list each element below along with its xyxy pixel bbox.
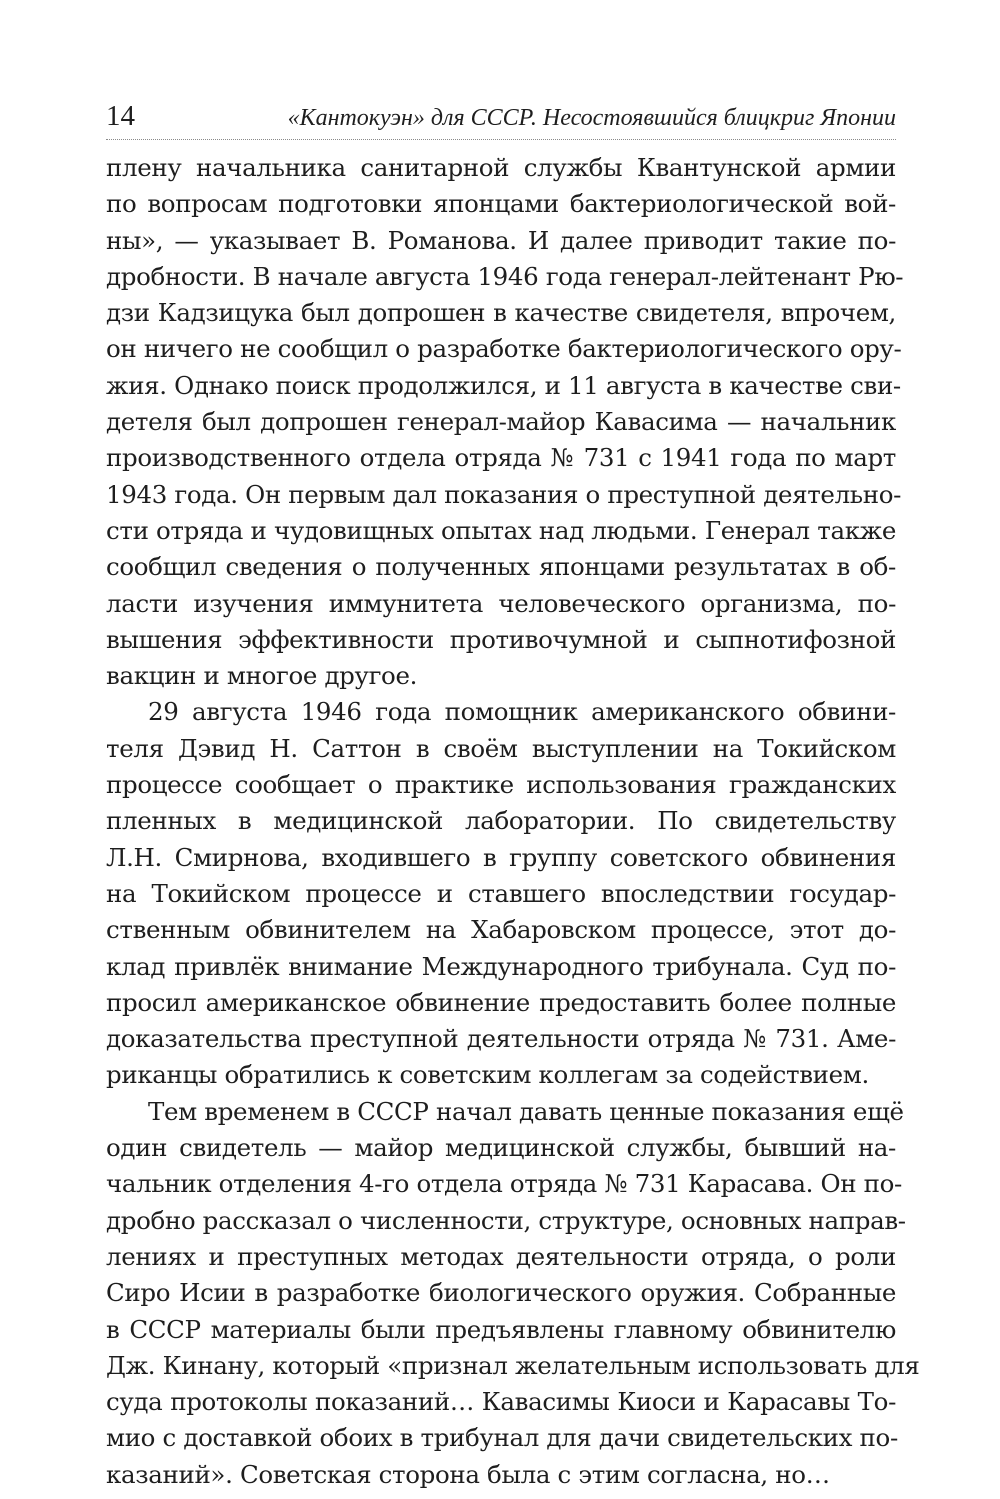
text-line: производственного отдела отряда № 731 с 1941 года по март bbox=[106, 443, 896, 473]
text-line: вакцин и многое другое. bbox=[106, 661, 418, 691]
text-line: Л.Н. Смирнова, входившего в группу советского обвинения bbox=[106, 842, 896, 872]
text-line: на Токийском процессе и ставшего впоследствии государ- bbox=[106, 878, 896, 908]
text-line: ственным обвинителем на Хабаровском процессе, этот до- bbox=[106, 915, 896, 945]
text-line: дробно рассказал о численности, структуре, основных направ- bbox=[106, 1205, 906, 1235]
text-line: сти отряда и чудовищных опытах над людьми. Генерал также bbox=[106, 515, 896, 545]
text-line: просил американское обвинение предоставить более полные bbox=[106, 987, 896, 1017]
page-number: 14 bbox=[106, 100, 135, 132]
text-line: вышения эффективности противочумной и сыпнотифозной bbox=[106, 624, 896, 654]
text-line: Дж. Кинану, который «признал желательным использовать для bbox=[106, 1350, 920, 1380]
text-line: плену начальника санитарной службы Квантунской армии bbox=[106, 153, 896, 182]
text-line: пленных в медицинской лаборатории. По свидетельству bbox=[106, 806, 896, 836]
text-line: суда протоколы показаний… Кавасимы Киоси и Карасавы То- bbox=[106, 1387, 896, 1417]
text-line: в СССР материалы были предъявлены главному обвинителю bbox=[106, 1314, 896, 1344]
running-header bbox=[106, 100, 896, 140]
text-line: детеля был допрошен генерал-майор Кавасима — начальник bbox=[106, 407, 896, 437]
text-line: 1943 года. Он первым дал показания о преступной деятельно- bbox=[106, 479, 902, 509]
text-line: теля Дэвид Н. Саттон в своём выступлении на Токийском bbox=[106, 733, 896, 763]
text-line: по вопросам подготовки японцами бактериологической вой- bbox=[106, 189, 896, 219]
text-line: лениях и преступных методах деятельности отряда, о роли bbox=[106, 1241, 896, 1271]
text-line: процессе сообщает о практике использования гражданских bbox=[106, 770, 896, 800]
text-line: дзи Кадзицука был допрошен в качестве свидетеля, впрочем, bbox=[106, 298, 896, 328]
body-text bbox=[106, 150, 920, 1493]
text-line: казаний». Советская сторона была с этим согласна, но… bbox=[106, 1459, 830, 1489]
book-page bbox=[106, 100, 920, 1493]
text-line: клад привлёк внимание Международного трибунала. Суд по- bbox=[106, 951, 896, 981]
text-line: сообщил сведения о полученных японцами результатах в об- bbox=[106, 552, 896, 582]
text-line: дробности. В начале августа 1946 года генерал-лейтенант Рю- bbox=[106, 261, 904, 291]
text-line: мио с доставкой обоих в трибунал для дачи свидетельских по- bbox=[106, 1423, 898, 1453]
text-line: Тем временем в СССР начал давать ценные показания ещё bbox=[148, 1096, 904, 1126]
running-title: «Кантокуэн» для СССР. Несостоявшийся блицкриг Японии bbox=[287, 105, 896, 131]
text-line: риканцы обратились к советским коллегам за содействием. bbox=[106, 1060, 869, 1090]
text-line: 29 августа 1946 года помощник американского обвини- bbox=[148, 697, 896, 727]
text-line: ны», — указывает В. Романова. И далее приводит такие по- bbox=[106, 225, 896, 255]
text-line: один свидетель — майор медицинской службы, бывший на- bbox=[106, 1133, 896, 1163]
text-line: доказательства преступной деятельности отряда № 731. Аме- bbox=[106, 1024, 896, 1054]
text-line: чальник отделения 4-го отдела отряда № 731 Карасава. Он по- bbox=[106, 1169, 902, 1199]
text-line: ласти изучения иммунитета человеческого организма, по- bbox=[106, 588, 896, 618]
text-line: он ничего не сообщил о разработке бактериологического ору- bbox=[106, 334, 902, 364]
text-line: Сиро Исии в разработке биологического оружия. Собранные bbox=[106, 1278, 896, 1308]
text-line: жия. Однако поиск продолжился, и 11 августа в качестве сви- bbox=[106, 370, 901, 400]
